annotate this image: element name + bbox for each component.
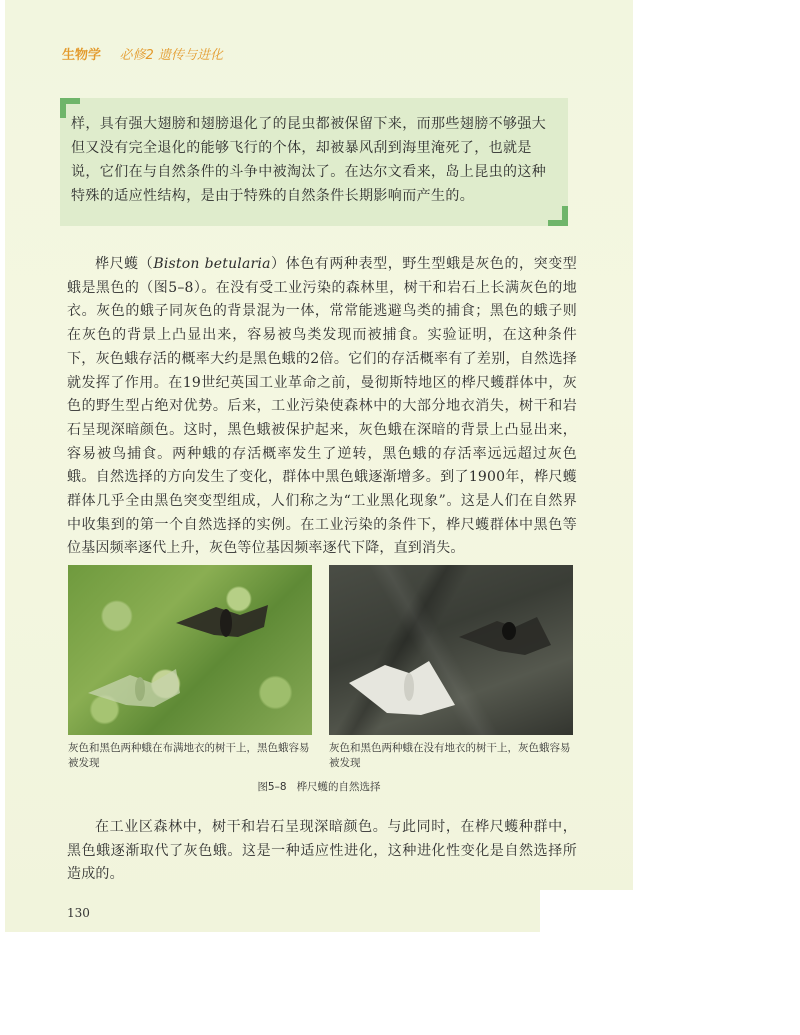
- paragraph-peppered-moth: [67, 253, 577, 561]
- figure-caption-right: 灰色和黑色两种蛾在没有地衣的树干上，灰色蛾容易被发现: [329, 742, 571, 769]
- latin-species-name: Biston betularia: [153, 256, 271, 272]
- photo-lichen-trunk: [68, 565, 312, 735]
- header-book-title: 必修2 遗传与进化: [119, 48, 223, 63]
- paragraph-body: ）体色有两种表型，野生型蛾是灰色的，突变型蛾是黑色的（图5–8）。在没有受工业污染的森林里，树干和岩石上长满灰色的地衣。灰色的蛾子同灰色的背景混为一体，常常能逃避鸟类的捕食；黑色的蛾子则在灰色的背景上凸显出来，容易被鸟类发现而被捕食。实验证明，在这种条件下，灰色蛾存活的概率大约是黑色蛾的2倍。它们的存活概率有了差别，自然选择就发挥了作用。在19世纪英国工业革命之前，曼彻斯特地区的桦尺蠖群体中，灰色的野生型占绝对优势。后来，工业污染使森林中的大部分地衣消失，树干和岩石呈现深暗颜色。这时，黑色蛾被保护起来，灰色蛾在深暗的背景上凸显出来，容易被鸟捕食。两种蛾的存活概率发生了逆转，黑色蛾的存活率远远超过灰色蛾。自然选择的方向发生了变化，群体中黑色蛾逐渐增多。到了1900年，桦尺蠖群体几乎全由黑色突变型组成，人们称之为“工业黑化现象”。这是人们在自然界中收集到的第一个自然选择的实例。在工业污染的条件下，桦尺蠖群体中黑色等位基因频率逐代上升，灰色等位基因频率逐代下降，直到消失。: [67, 256, 577, 557]
- textbook-page: [5, 0, 633, 932]
- figure-number: 图5–8: [257, 781, 287, 793]
- paragraph-lead: 桦尺蠖（: [95, 256, 154, 272]
- gray-moth: [88, 669, 180, 707]
- figure-title-text: 桦尺蠖的自然选择: [296, 781, 381, 793]
- paragraph-industrial-forest: 在工业区森林中，树干和岩石呈现深暗颜色。与此同时，在桦尺蠖种群中，黑色蛾逐渐取代了灰色蛾。这是一种适应性进化，这种进化性变化是自然选择所造成的。: [67, 819, 577, 883]
- sidebar-box: [60, 98, 568, 226]
- figure-caption-left: 灰色和黑色两种蛾在布满地衣的树干上，黑色蛾容易被发现: [68, 742, 310, 769]
- page-number: 130: [67, 906, 90, 920]
- photo-dark-trunk-moths-illustration: [329, 565, 573, 735]
- gray-moth: [349, 661, 455, 715]
- running-header: [62, 44, 223, 63]
- header-subject: 生物学: [62, 48, 102, 63]
- photo-dark-trunk: [329, 565, 573, 735]
- black-moth: [459, 617, 551, 655]
- figure-title: [5, 779, 633, 794]
- sidebar-box-text: 样，具有强大翅膀和翅膀退化了的昆虫都被保留下来，而那些翅膀不够强大但又没有完全退化的能够飞行的个体，却被暴风刮到海里淹死了，也就是说，它们在与自然条件的斗争中被淘汰了。在达尔文看来，岛上昆虫的这种特殊的适应性结构，是由于特殊的自然条件长期影响而产生的。: [71, 116, 547, 204]
- box-corner-bottom-right: [548, 206, 568, 226]
- scan-blank-patch: [540, 890, 633, 932]
- black-moth: [176, 605, 268, 637]
- photo-lichen-moths-illustration: [68, 565, 312, 735]
